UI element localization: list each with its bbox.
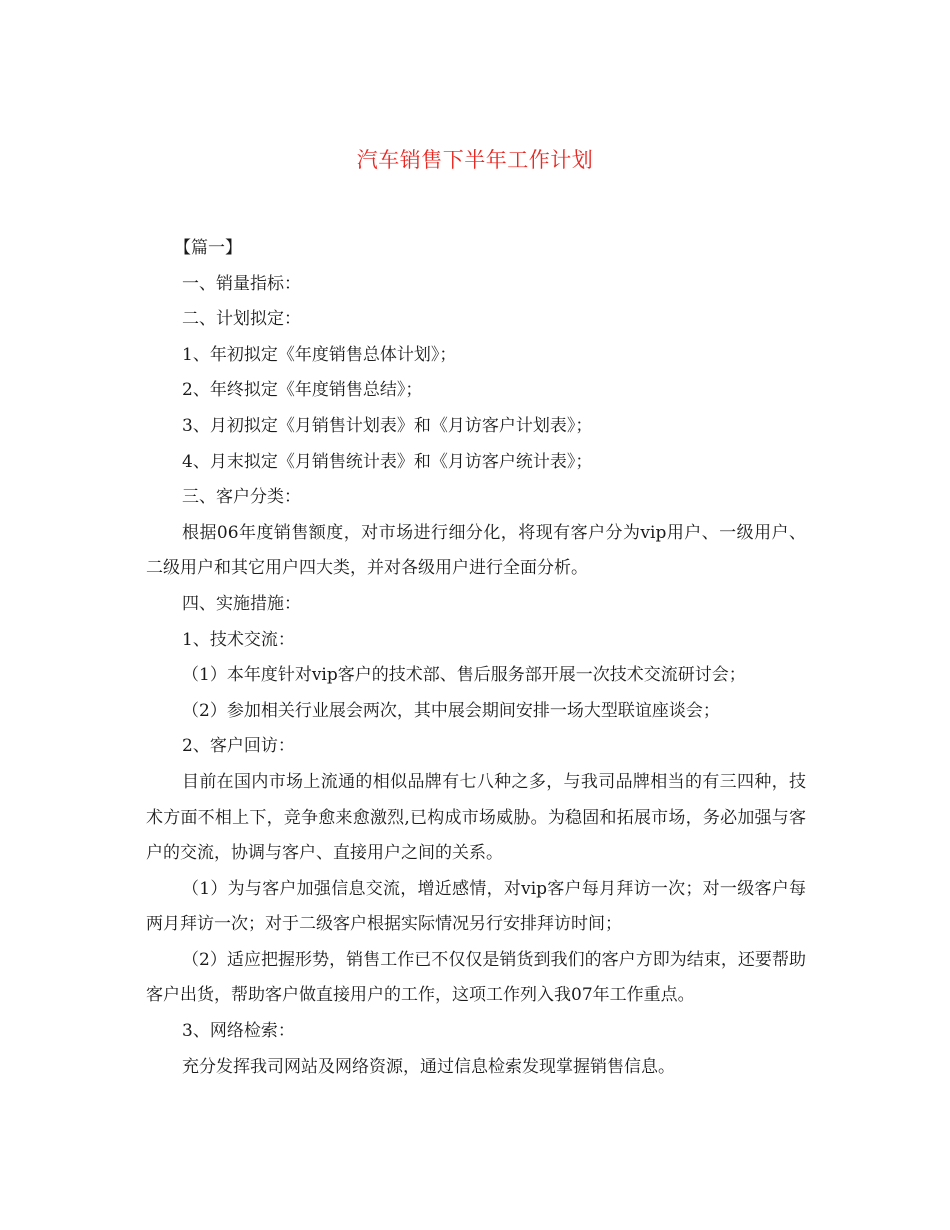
- heading-network-search: 3、网络检索：: [182, 1021, 295, 1042]
- heading-plan: 二、计划拟定：: [182, 309, 301, 330]
- paragraph-customer-classification: 根据06年度销售额度，对市场进行细分化，将现有客户分为vip用户、一级用户、二级用户和其它用户四大类，并对各级用户进行全面分析。: [146, 522, 806, 579]
- section-marker: 【篇一】: [174, 238, 242, 258]
- plan-item-3: 3、月初拟定《月销售计划表》和《月访客户计划表》；: [182, 415, 593, 436]
- paragraph-network-search: 充分发挥我司网站及网络资源，通过信息检索发现掌握销售信息。: [182, 1056, 675, 1077]
- plan-item-2: 2、年终拟定《年度销售总结》；: [182, 380, 423, 401]
- paragraph-market-situation: 目前在国内市场上流通的相似品牌有七八种之多，与我司品牌相当的有三四种，技术方面不相上下，竞争愈来愈激烈,已构成市场威胁。为稳固和拓展市场，务必加强与客户的交流，协调与客户、直接用户之间的关系。: [146, 771, 806, 864]
- heading-measures: 四、实施措施：: [182, 593, 301, 614]
- document-title: 汽车销售下半年工作计划: [356, 148, 594, 172]
- heading-sales-target: 一、销量指标：: [182, 273, 301, 294]
- customer-visits-item-2: （2）适应把握形势，销售工作已不仅仅是销货到我们的客户方即为结束，还要帮助客户出货，帮助客户做直接用户的工作，这项工作列入我07年工作重点。: [146, 949, 806, 1006]
- heading-tech-exchange: 1、技术交流：: [182, 629, 295, 650]
- tech-exchange-item-2: （2）参加相关行业展会两次，其中展会期间安排一场大型联谊座谈会；: [182, 700, 720, 721]
- plan-item-1: 1、年初拟定《年度销售总体计划》；: [182, 344, 457, 365]
- heading-customer-visits: 2、客户回访：: [182, 736, 295, 757]
- customer-visits-item-1: （1）为与客户加强信息交流，增近感情，对vip客户每月拜访一次；对一级客户每两月拜访一次；对于二级客户根据实际情况另行安排拜访时间；: [146, 878, 806, 935]
- tech-exchange-item-1: （1）本年度针对vip客户的技术部、售后服务部开展一次技术交流研讨会；: [182, 665, 746, 686]
- document-body: [146, 231, 806, 1085]
- plan-item-4: 4、月末拟定《月销售统计表》和《月访客户统计表》；: [182, 451, 593, 472]
- heading-customer-classification: 三、客户分类：: [182, 487, 301, 508]
